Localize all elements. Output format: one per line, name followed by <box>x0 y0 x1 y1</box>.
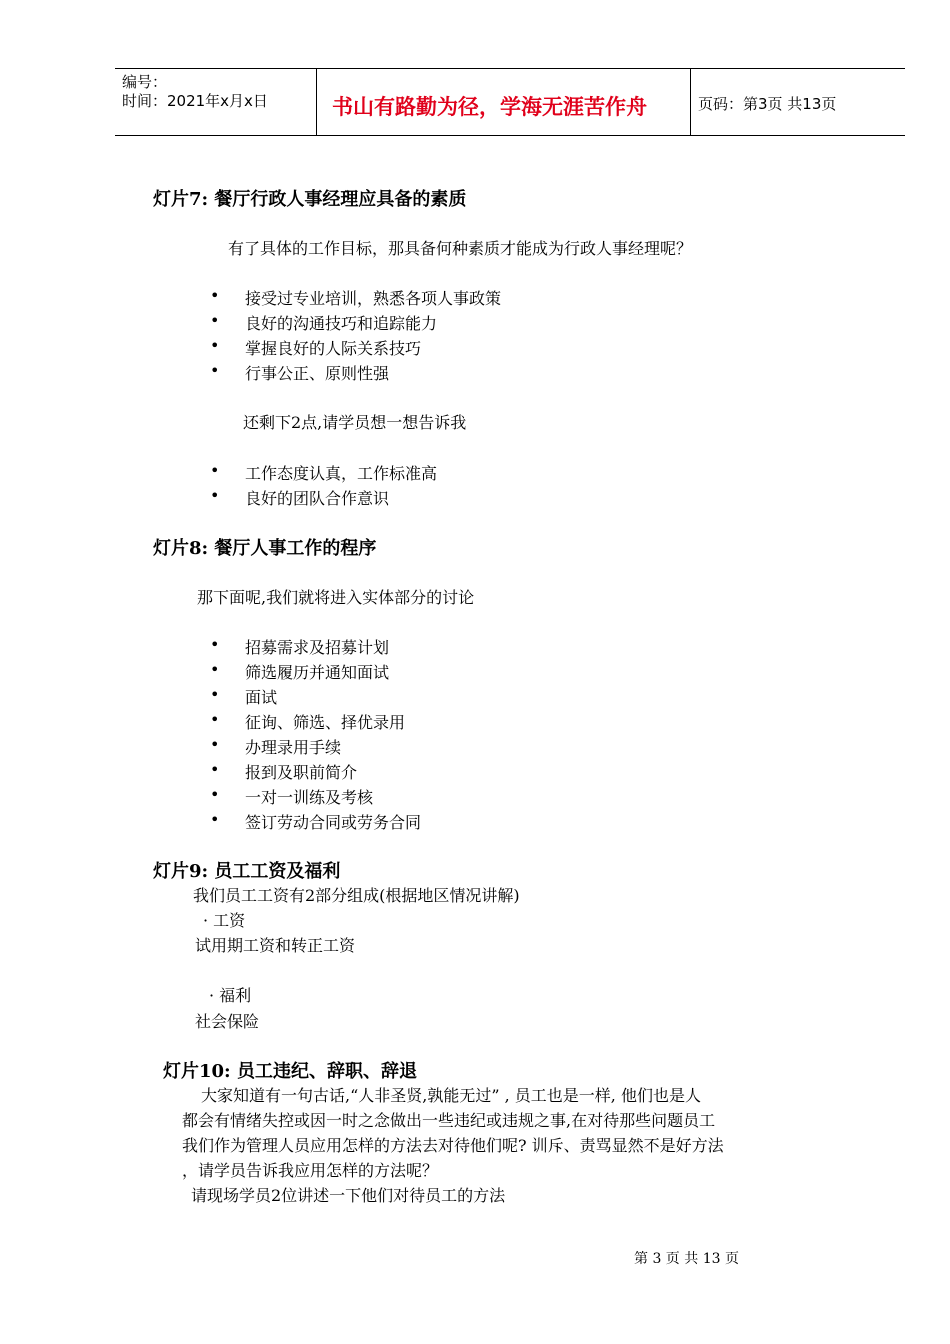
bullet-icon: • <box>210 361 220 380</box>
paragraph-line: 我们作为管理人员应用怎样的方法去对待他们呢? 训斥、责骂显然不是好方法 <box>182 1136 724 1155</box>
list-item: 工作态度认真，工作标准高 <box>245 464 438 483</box>
paragraph-line: ，请学员告诉我应用怎样的方法呢？ <box>182 1161 439 1180</box>
bullet-icon: • <box>210 760 220 779</box>
header-motto: 书山有路勤为径，学海无涯苦作舟 <box>332 95 647 119</box>
list-item: 一对一训练及考核 <box>245 788 374 807</box>
list-item: 招募需求及招募计划 <box>245 638 390 657</box>
bullet-icon: • <box>210 810 220 829</box>
list-item: 签订劳动合同或劳务合同 <box>245 813 422 832</box>
bullet-icon: • <box>210 286 220 305</box>
page-footer: 第 3 页 共 13 页 <box>634 1251 739 1267</box>
paragraph-line: 请现场学员2位讲述一下他们对待员工的方法 <box>191 1186 506 1205</box>
list-item: 行事公正、原则性强 <box>245 364 390 383</box>
list-item: 办理录用手续 <box>245 738 342 757</box>
list-item: 筛选履历并通知面试 <box>245 663 390 682</box>
section-intro: 有了具体的工作目标，那具备何种素质才能成为行政人事经理呢？ <box>228 239 693 258</box>
bullet-icon: • <box>210 685 220 704</box>
list-item: 良好的沟通技巧和追踪能力 <box>245 314 438 333</box>
paragraph-line: 都会有情绪失控或因一时之念做出一些违纪或违规之事,在对待那些问题员工 <box>182 1111 716 1130</box>
sub-item-text: 社会保险 <box>195 1012 260 1031</box>
list-item: 面试 <box>245 688 278 707</box>
bullet-icon: • <box>210 311 220 330</box>
bullet-icon: • <box>210 785 220 804</box>
bullet-icon: • <box>210 635 220 654</box>
section-heading: 灯片8: 餐厅人事工作的程序 <box>153 538 377 559</box>
list-item: 良好的团队合作意识 <box>245 489 390 508</box>
list-item: 报到及职前简介 <box>245 763 358 782</box>
list-item: 征询、筛选、择优录用 <box>245 713 406 732</box>
bullet-icon: • <box>210 486 220 505</box>
section-heading: 灯片9: 员工工资及福利 <box>153 861 341 882</box>
list-item: 接受过专业培训，熟悉各项人事政策 <box>245 289 502 308</box>
document-time-label: 时间：2021年x月x日 <box>122 92 268 110</box>
section-intro: 我们员工工资有2部分组成(根据地区情况讲解) <box>193 886 520 905</box>
bullet-icon: • <box>210 735 220 754</box>
paragraph-line: 大家知道有一句古话,“人非圣贤,孰能无过” , 员工也是一样, 他们也是人 <box>201 1086 701 1105</box>
document-number-label: 编号： <box>122 73 168 91</box>
section-heading: 灯片7: 餐厅行政人事经理应具备的素质 <box>153 189 467 210</box>
section-note: 还剩下2点,请学员想一想告诉我 <box>243 413 467 432</box>
bullet-icon: • <box>210 336 220 355</box>
sub-item-label: · 工资 <box>203 911 246 930</box>
header-page-label: 页码：第3页 共13页 <box>698 95 837 113</box>
bullet-icon: • <box>210 660 220 679</box>
sub-item-text: 试用期工资和转正工资 <box>195 936 356 955</box>
section-heading: 灯片10: 员工违纪、辞职、辞退 <box>163 1061 417 1082</box>
section-intro: 那下面呢,我们就将进入实体部分的讨论 <box>197 588 475 607</box>
sub-item-label: · 福利 <box>209 986 252 1005</box>
list-item: 掌握良好的人际关系技巧 <box>245 339 422 358</box>
bullet-icon: • <box>210 710 220 729</box>
bullet-icon: • <box>210 461 220 480</box>
